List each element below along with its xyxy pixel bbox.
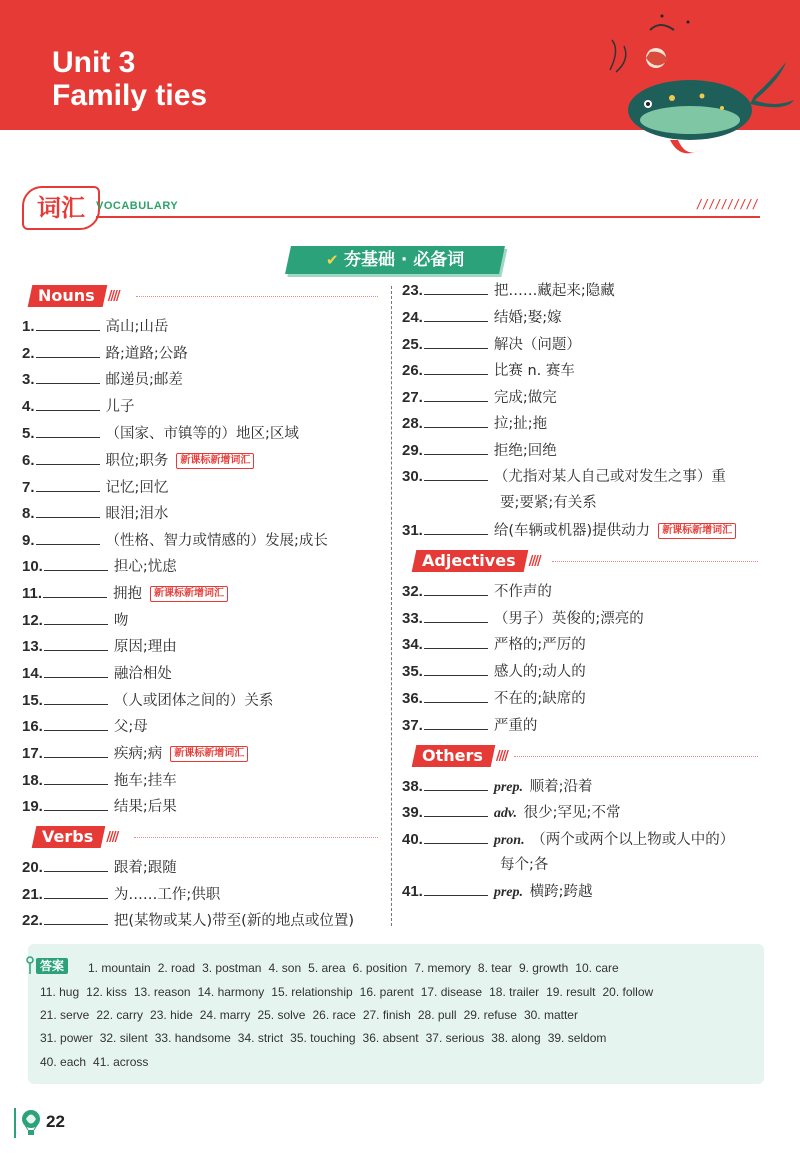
answer-entry: 12. kiss	[86, 985, 127, 999]
answer-blank[interactable]	[424, 517, 488, 535]
answer-entry: 8. tear	[477, 961, 512, 975]
answer-blank[interactable]	[36, 474, 100, 492]
answer-blank[interactable]	[44, 633, 108, 651]
answer-entry: 18. trailer	[489, 985, 540, 999]
answer-entry: 32. silent	[99, 1031, 148, 1045]
vocab-item: 28. 拉;扯;拖	[402, 410, 547, 436]
answer-entry: 15. relationship	[271, 985, 353, 999]
answer-blank[interactable]	[424, 578, 488, 596]
unit-number: Unit 3	[52, 46, 136, 79]
vocab-item: 7. 记忆;回忆	[22, 474, 168, 500]
vocab-item: 40. pron. （两个或两个以上物或人中的）	[402, 826, 734, 852]
vocab-item: 16. 父;母	[22, 713, 148, 739]
answer-entry: 21. serve	[40, 1008, 90, 1022]
answer-blank[interactable]	[424, 410, 488, 428]
answer-entry: 38. along	[491, 1031, 541, 1045]
vocabulary-rule	[96, 216, 760, 218]
vocab-item: 12. 吻	[22, 607, 128, 633]
answer-blank[interactable]	[36, 313, 100, 331]
answer-blank[interactable]	[424, 304, 488, 322]
vocab-item: 6. 职位;职务 新课标新增词汇	[22, 447, 254, 473]
answer-entry: 28. pull	[417, 1008, 457, 1022]
vocab-item: 5. （国家、市镇等的）地区;区域	[22, 420, 299, 446]
vocab-item: 21. 为……工作;供职	[22, 881, 220, 907]
check-hand-icon: ✔	[325, 251, 339, 269]
answer-blank[interactable]	[44, 660, 108, 678]
vocab-item: 17. 疾病;病 新课标新增词汇	[22, 740, 248, 766]
answer-entry: 27. finish	[362, 1008, 411, 1022]
vocab-item: 14. 融洽相处	[22, 660, 172, 686]
vocab-item: 41. prep. 横跨;跨越	[402, 878, 593, 904]
answer-entry: 31. power	[40, 1031, 93, 1045]
unit-name: Family ties	[52, 79, 208, 112]
category-stripes: ////	[495, 748, 507, 764]
category-adjectives-label: Adjectives	[422, 551, 516, 570]
category-rule	[514, 756, 758, 757]
new-word-tag: 新课标新增词汇	[150, 586, 228, 602]
answer-entry: 23. hide	[150, 1008, 193, 1022]
answer-blank[interactable]	[424, 685, 488, 703]
answer-entry: 20. follow	[602, 985, 654, 999]
answer-entry: 14. harmony	[197, 985, 265, 999]
answer-blank[interactable]	[424, 799, 488, 817]
answer-blank[interactable]	[44, 854, 108, 872]
vocabulary-ticks: //////////	[695, 197, 758, 211]
vocab-item: 33. （男子）英俊的;漂亮的	[402, 605, 644, 631]
answer-blank[interactable]	[424, 384, 488, 402]
answer-blank[interactable]	[424, 826, 488, 844]
vocab-item: 26. 比赛 n. 赛车	[402, 357, 575, 383]
vocab-item: 25. 解决（问题）	[402, 331, 581, 357]
vocab-item: 38. prep. 顺着;沿着	[402, 773, 593, 799]
answer-blank[interactable]	[424, 712, 488, 730]
vocab-item: 9. （性格、智力或情感的）发展;成长	[22, 527, 328, 553]
vocab-item: 22. 把(某物或某人)带至(新的地点或位置)	[22, 907, 354, 933]
category-nouns	[30, 285, 119, 307]
answer-blank[interactable]	[424, 331, 488, 349]
answer-entry: 36. absent	[362, 1031, 419, 1045]
answer-blank[interactable]	[424, 357, 488, 375]
answer-entry: 22. carry	[96, 1008, 144, 1022]
category-stripes: ////	[106, 829, 118, 845]
answer-entry: 24. marry	[199, 1008, 251, 1022]
page-footer	[14, 1108, 74, 1138]
answer-blank[interactable]	[424, 658, 488, 676]
vocab-item: 1. 高山;山岳	[22, 313, 168, 339]
vocab-item: 35. 感人的;动人的	[402, 658, 586, 684]
vocab-item: 3. 邮递员;邮差	[22, 366, 183, 392]
answer-blank[interactable]	[424, 463, 488, 481]
answer-entry: 9. growth	[518, 961, 569, 975]
category-adjectives	[414, 550, 540, 572]
answer-line	[40, 982, 660, 1002]
vocab-item: 39. adv. 很少;罕见;不常	[402, 799, 620, 825]
vocab-item: 30. （尤指对某人自己或对发生之事）重	[402, 463, 726, 489]
category-stripes: ////	[107, 288, 119, 304]
answer-blank[interactable]	[36, 340, 100, 358]
section-title-text: 夯基础 · 必备词	[344, 250, 465, 270]
answer-entry: 17. disease	[420, 985, 483, 999]
answer-entry: 39. seldom	[547, 1031, 607, 1045]
answer-entry: 13. reason	[133, 985, 191, 999]
answer-line	[88, 958, 626, 978]
vocab-item: 13. 原因;理由	[22, 633, 177, 659]
vocab-item: 32. 不作声的	[402, 578, 552, 604]
vocab-item: 15. （人或团体之间的）关系	[22, 687, 273, 713]
answer-blank[interactable]	[424, 277, 488, 295]
answer-entry: 6. position	[352, 961, 408, 975]
answer-line	[40, 1028, 613, 1048]
answer-blank[interactable]	[424, 605, 488, 623]
answer-blank[interactable]	[44, 907, 108, 925]
answer-entry: 41. across	[93, 1055, 149, 1069]
new-word-tag: 新课标新增词汇	[170, 746, 248, 762]
vocab-item: 8. 眼泪;泪水	[22, 500, 168, 526]
answer-blank[interactable]	[424, 437, 488, 455]
category-verbs-label: Verbs	[42, 827, 94, 846]
category-nouns-label: Nouns	[38, 286, 95, 305]
category-stripes: ////	[528, 553, 540, 569]
answer-entry: 26. race	[312, 1008, 356, 1022]
vocab-item: 29. 拒绝;回绝	[402, 437, 557, 463]
answer-entry: 35. touching	[290, 1031, 356, 1045]
answer-blank[interactable]	[44, 607, 108, 625]
vocab-item: 18. 拖车;挂车	[22, 767, 177, 793]
answer-blank[interactable]	[44, 687, 108, 705]
answer-blank[interactable]	[424, 773, 488, 791]
vocab-item: 4. 儿子	[22, 393, 135, 419]
answer-blank[interactable]	[44, 740, 108, 758]
category-others	[414, 745, 507, 767]
answer-blank[interactable]	[36, 420, 100, 438]
answer-blank[interactable]	[43, 580, 107, 598]
vocab-item: 19. 结果;后果	[22, 793, 177, 819]
answer-blank[interactable]	[36, 366, 100, 384]
category-rule	[134, 837, 378, 838]
vocab-item: 31. 给(车辆或机器)提供动力 新课标新增词汇	[402, 517, 736, 543]
vocabulary-label-cn: 词汇	[22, 186, 100, 230]
answer-blank[interactable]	[424, 631, 488, 649]
answer-entry: 2. road	[157, 961, 196, 975]
vocab-item-continuation: 要;要紧;有关系	[500, 495, 597, 511]
answer-blank[interactable]	[44, 767, 108, 785]
answer-entry: 25. solve	[257, 1008, 306, 1022]
answer-entry: 4. son	[268, 961, 302, 975]
vocab-item: 24. 结婚;娶;嫁	[402, 304, 562, 330]
answer-blank[interactable]	[36, 500, 100, 518]
vocabulary-header	[22, 186, 762, 230]
answer-blank[interactable]	[44, 713, 108, 731]
vocab-item: 36. 不在的;缺席的	[402, 685, 586, 711]
category-rule	[552, 561, 758, 562]
new-word-tag: 新课标新增词汇	[176, 453, 254, 469]
vocabulary-label-en: VOCABULARY	[96, 200, 179, 212]
section-title	[285, 246, 505, 274]
answer-key-label: 答案	[36, 958, 68, 974]
unit-title	[52, 46, 207, 112]
answer-line	[40, 1005, 585, 1025]
answer-blank[interactable]	[36, 527, 100, 545]
answer-entry: 33. handsome	[154, 1031, 231, 1045]
whale-illustration	[590, 0, 800, 170]
answer-entry: 5. area	[308, 961, 346, 975]
answer-blank[interactable]	[424, 878, 488, 896]
answer-key	[28, 944, 764, 1084]
answer-blank[interactable]	[44, 881, 108, 899]
vocab-item: 10. 担心;忧虑	[22, 553, 177, 579]
vocab-item: 11. 拥抱 新课标新增词汇	[22, 580, 228, 606]
vocab-item: 27. 完成;做完	[402, 384, 557, 410]
answer-blank[interactable]	[44, 553, 108, 571]
category-rule	[136, 296, 378, 297]
vocab-item: 20. 跟着;跟随	[22, 854, 177, 880]
category-verbs	[34, 826, 117, 848]
answer-entry: 37. serious	[425, 1031, 485, 1045]
category-others-label: Others	[422, 746, 483, 765]
vocab-item: 2. 路;道路;公路	[22, 340, 188, 366]
vocab-item: 23. 把……藏起来;隐藏	[402, 277, 615, 303]
answer-blank[interactable]	[44, 793, 108, 811]
page-number: 22	[46, 1112, 65, 1131]
answer-entry: 34. strict	[237, 1031, 284, 1045]
answer-blank[interactable]	[36, 447, 100, 465]
answer-entry: 10. care	[575, 961, 619, 975]
new-word-tag: 新课标新增词汇	[658, 523, 736, 539]
answer-entry: 16. parent	[359, 985, 414, 999]
answer-entry: 19. result	[546, 985, 596, 999]
answer-entry: 11. hug	[40, 985, 80, 999]
answer-entry: 29. refuse	[463, 1008, 517, 1022]
answer-blank[interactable]	[36, 393, 100, 411]
vocab-item-continuation: 每个;各	[500, 857, 549, 873]
column-divider	[391, 286, 392, 926]
vocab-item: 34. 严格的;严厉的	[402, 631, 586, 657]
answer-entry: 40. each	[40, 1055, 87, 1069]
answer-entry: 3. postman	[202, 961, 262, 975]
balloon-icon	[20, 1110, 42, 1136]
key-icon	[26, 956, 34, 976]
answer-entry: 7. memory	[414, 961, 471, 975]
answer-entry: 1. mountain	[88, 961, 151, 975]
answer-line	[40, 1052, 155, 1072]
answer-entry: 30. matter	[523, 1008, 578, 1022]
vocab-item: 37. 严重的	[402, 712, 537, 738]
